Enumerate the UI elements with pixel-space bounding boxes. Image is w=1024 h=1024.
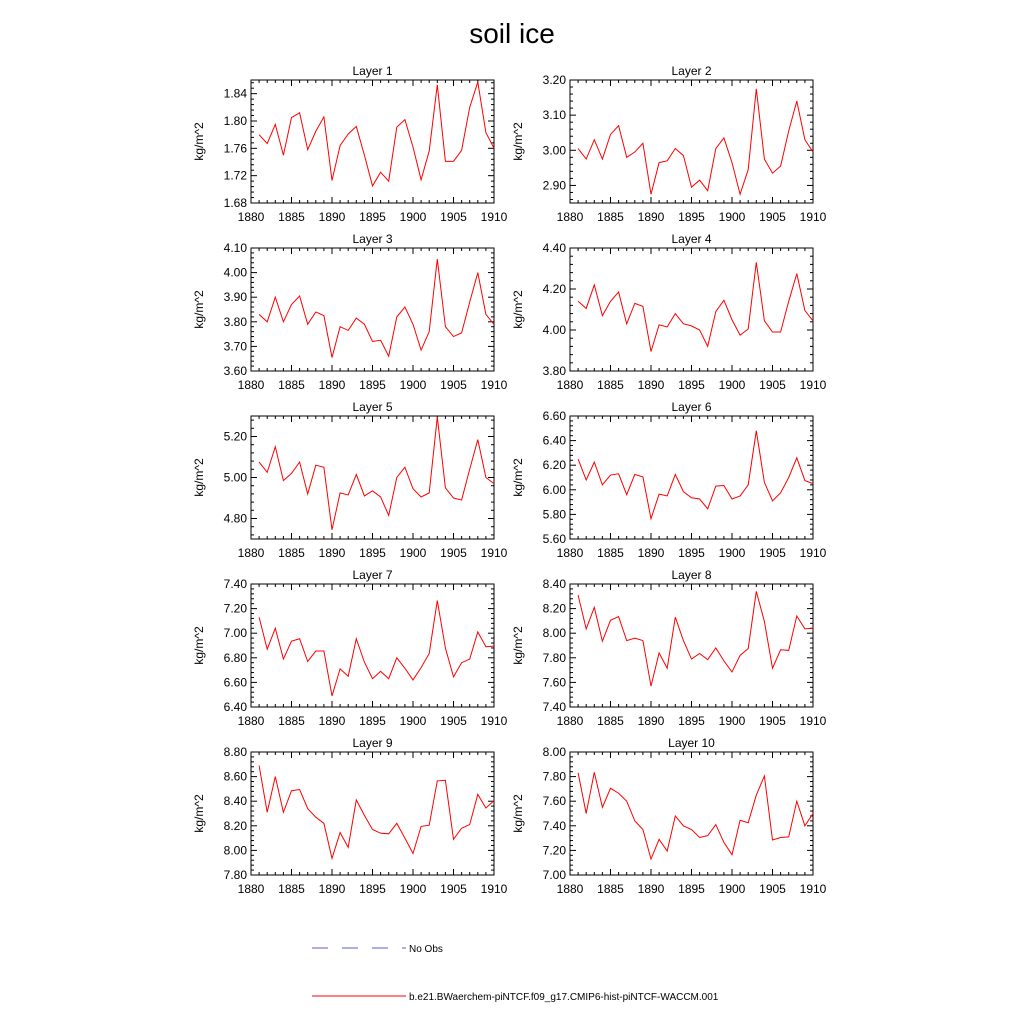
y-tick-label: 3.10	[542, 108, 566, 123]
x-tick-label: 1905	[440, 210, 467, 224]
series-line	[578, 591, 813, 686]
y-axis-label: kg/m^2	[192, 626, 206, 665]
y-tick-label: 6.40	[223, 700, 247, 714]
y-axis-label: kg/m^2	[511, 290, 525, 329]
y-tick-label: 8.60	[223, 769, 247, 784]
panel-title: Layer 5	[352, 400, 393, 414]
y-tick-label: 3.90	[223, 290, 247, 305]
x-tick-label: 1905	[759, 714, 786, 728]
y-tick-label: 3.70	[223, 339, 247, 354]
series-line	[259, 82, 494, 186]
panel-frame	[570, 80, 813, 203]
x-tick-label: 1900	[399, 882, 427, 896]
y-tick-label: 6.40	[542, 433, 566, 448]
x-tick-label: 1905	[759, 882, 786, 896]
panel-title: Layer 10	[668, 736, 715, 750]
y-axis-label: kg/m^2	[192, 458, 206, 497]
x-tick-label: 1900	[399, 210, 427, 224]
x-tick-label: 1910	[480, 378, 508, 392]
y-tick-label: 6.60	[223, 675, 247, 690]
x-tick-label: 1880	[237, 546, 265, 560]
series-line	[259, 259, 494, 357]
x-tick-label: 1885	[597, 210, 624, 224]
x-tick-label: 1905	[440, 714, 467, 728]
legend-model-label: b.e21.BWaerchem-piNTCF.f09_g17.CMIP6-hist-piNTCF-WACCM.001	[409, 992, 719, 1003]
x-tick-label: 1910	[480, 882, 508, 896]
x-tick-label: 1890	[637, 378, 665, 392]
y-tick-label: 4.40	[542, 241, 566, 255]
x-tick-label: 1880	[556, 210, 584, 224]
y-axis-label: kg/m^2	[192, 794, 206, 833]
x-tick-label: 1900	[718, 714, 746, 728]
x-tick-label: 1890	[637, 210, 665, 224]
x-tick-label: 1910	[480, 210, 508, 224]
x-tick-label: 1900	[399, 714, 427, 728]
panel-title: Layer 9	[352, 736, 393, 750]
panel-frame	[570, 584, 813, 707]
x-tick-label: 1885	[597, 378, 624, 392]
x-tick-label: 1890	[318, 210, 346, 224]
y-tick-label: 5.20	[223, 429, 247, 444]
y-axis-label: kg/m^2	[511, 458, 525, 497]
y-tick-label: 8.80	[223, 745, 247, 759]
x-tick-label: 1895	[359, 882, 386, 896]
x-tick-label: 1900	[718, 882, 746, 896]
y-tick-label: 3.60	[223, 364, 247, 378]
y-tick-label: 6.60	[542, 409, 566, 423]
x-tick-label: 1910	[480, 714, 508, 728]
panel-1	[192, 64, 508, 224]
series-line	[578, 772, 813, 859]
x-tick-label: 1885	[278, 378, 305, 392]
x-tick-label: 1880	[556, 714, 584, 728]
x-tick-label: 1880	[237, 714, 265, 728]
x-tick-label: 1905	[440, 882, 467, 896]
y-tick-label: 7.80	[542, 650, 566, 665]
series-line	[578, 89, 813, 194]
y-tick-label: 4.20	[542, 282, 566, 296]
x-tick-label: 1890	[637, 546, 665, 560]
panel-frame	[570, 248, 813, 371]
x-tick-label: 1910	[799, 546, 827, 560]
y-tick-label: 7.40	[542, 818, 566, 833]
series-line	[259, 766, 494, 859]
x-tick-label: 1905	[759, 378, 786, 392]
y-tick-label: 7.60	[542, 794, 566, 809]
panel-frame	[251, 248, 494, 371]
x-tick-label: 1895	[678, 546, 705, 560]
x-tick-label: 1880	[237, 882, 265, 896]
y-tick-label: 7.20	[223, 601, 247, 616]
panel-frame	[570, 752, 813, 875]
y-axis-label: kg/m^2	[192, 122, 206, 161]
x-tick-label: 1905	[759, 546, 786, 560]
panel-title: Layer 3	[352, 232, 393, 246]
panel-title: Layer 2	[671, 64, 712, 78]
panel-2	[511, 64, 827, 224]
y-tick-label: 7.20	[542, 843, 566, 858]
figure-title: soil ice	[469, 18, 555, 49]
y-tick-label: 4.10	[223, 241, 247, 255]
x-tick-label: 1890	[318, 714, 346, 728]
x-tick-label: 1895	[359, 378, 386, 392]
x-tick-label: 1885	[597, 882, 624, 896]
panel-title: Layer 4	[671, 232, 712, 246]
x-tick-label: 1900	[399, 546, 427, 560]
y-tick-label: 3.00	[542, 143, 566, 158]
x-tick-label: 1880	[237, 210, 265, 224]
x-tick-label: 1890	[318, 546, 346, 560]
y-tick-label: 1.68	[223, 196, 247, 210]
panel-title: Layer 8	[671, 568, 712, 582]
y-tick-label: 6.20	[542, 458, 566, 473]
y-tick-label: 6.00	[542, 482, 566, 497]
y-tick-label: 8.00	[223, 843, 247, 858]
series-line	[578, 262, 813, 351]
panel-title: Layer 7	[352, 568, 393, 582]
y-tick-label: 7.60	[542, 675, 566, 690]
x-tick-label: 1895	[678, 714, 705, 728]
panel-10	[511, 736, 827, 896]
legend-obs-label: No Obs	[409, 944, 443, 955]
y-axis-label: kg/m^2	[511, 794, 525, 833]
panel-7	[192, 568, 508, 728]
y-tick-label: 7.80	[223, 868, 247, 882]
x-tick-label: 1910	[799, 882, 827, 896]
x-tick-label: 1895	[678, 378, 705, 392]
panel-frame	[251, 752, 494, 875]
panel-9	[192, 736, 508, 896]
x-tick-label: 1895	[359, 546, 386, 560]
y-tick-label: 5.00	[223, 470, 247, 485]
y-tick-label: 1.84	[223, 86, 247, 101]
x-tick-label: 1885	[597, 546, 624, 560]
x-tick-label: 1885	[278, 546, 305, 560]
y-tick-label: 8.20	[223, 818, 247, 833]
y-axis-label: kg/m^2	[511, 626, 525, 665]
y-tick-label: 1.80	[223, 114, 247, 128]
x-tick-label: 1895	[359, 714, 386, 728]
x-tick-label: 1890	[318, 882, 346, 896]
y-tick-label: 1.72	[223, 168, 247, 183]
panel-5	[192, 400, 508, 560]
x-tick-label: 1895	[359, 210, 386, 224]
x-tick-label: 1900	[718, 378, 746, 392]
x-tick-label: 1885	[278, 882, 305, 896]
panel-title: Layer 6	[671, 400, 712, 414]
panel-6	[511, 400, 827, 560]
x-tick-label: 1885	[597, 714, 624, 728]
y-axis-label: kg/m^2	[511, 122, 525, 161]
series-line	[259, 601, 494, 696]
y-tick-label: 4.00	[223, 265, 247, 280]
series-line	[259, 417, 494, 530]
panels	[192, 64, 827, 896]
y-tick-label: 3.20	[542, 73, 566, 87]
y-axis-label: kg/m^2	[192, 290, 206, 329]
y-tick-label: 8.00	[542, 745, 566, 759]
x-tick-label: 1880	[556, 378, 584, 392]
x-tick-label: 1890	[318, 378, 346, 392]
x-tick-label: 1900	[718, 546, 746, 560]
x-tick-label: 1905	[440, 378, 467, 392]
x-tick-label: 1890	[637, 882, 665, 896]
y-tick-label: 7.00	[223, 626, 247, 641]
x-tick-label: 1885	[278, 714, 305, 728]
y-tick-label: 5.60	[542, 532, 566, 546]
x-tick-label: 1880	[556, 546, 584, 560]
x-tick-label: 1880	[556, 882, 584, 896]
panel-4	[511, 232, 827, 392]
y-tick-label: 3.80	[223, 314, 247, 329]
series-line	[578, 431, 813, 519]
y-tick-label: 8.40	[542, 577, 566, 591]
x-tick-label: 1910	[799, 714, 827, 728]
y-tick-label: 8.40	[223, 794, 247, 809]
y-tick-label: 1.76	[223, 141, 247, 156]
x-tick-label: 1900	[718, 210, 746, 224]
y-tick-label: 3.80	[542, 364, 566, 378]
x-tick-label: 1910	[799, 378, 827, 392]
y-tick-label: 8.00	[542, 626, 566, 641]
y-tick-label: 4.00	[542, 323, 566, 337]
y-tick-label: 8.20	[542, 601, 566, 616]
x-tick-label: 1895	[678, 210, 705, 224]
y-tick-label: 7.00	[542, 868, 566, 882]
panel-frame	[570, 416, 813, 539]
x-tick-label: 1895	[678, 882, 705, 896]
x-tick-label: 1890	[637, 714, 665, 728]
y-tick-label: 7.40	[542, 700, 566, 714]
x-tick-label: 1905	[759, 210, 786, 224]
x-tick-label: 1910	[480, 546, 508, 560]
panel-3	[192, 232, 508, 392]
panel-8	[511, 568, 827, 728]
y-tick-label: 4.80	[223, 511, 247, 526]
x-tick-label: 1910	[799, 210, 827, 224]
x-tick-label: 1900	[399, 378, 427, 392]
panel-title: Layer 1	[352, 64, 393, 78]
y-tick-label: 7.40	[223, 577, 247, 591]
x-tick-label: 1880	[237, 378, 265, 392]
y-tick-label: 5.80	[542, 507, 566, 522]
x-tick-label: 1885	[278, 210, 305, 224]
y-tick-label: 6.80	[223, 650, 247, 665]
y-tick-label: 2.90	[542, 178, 566, 193]
x-tick-label: 1905	[440, 546, 467, 560]
legend	[312, 944, 719, 1003]
panel-frame	[251, 584, 494, 707]
y-tick-label: 7.80	[542, 769, 566, 784]
